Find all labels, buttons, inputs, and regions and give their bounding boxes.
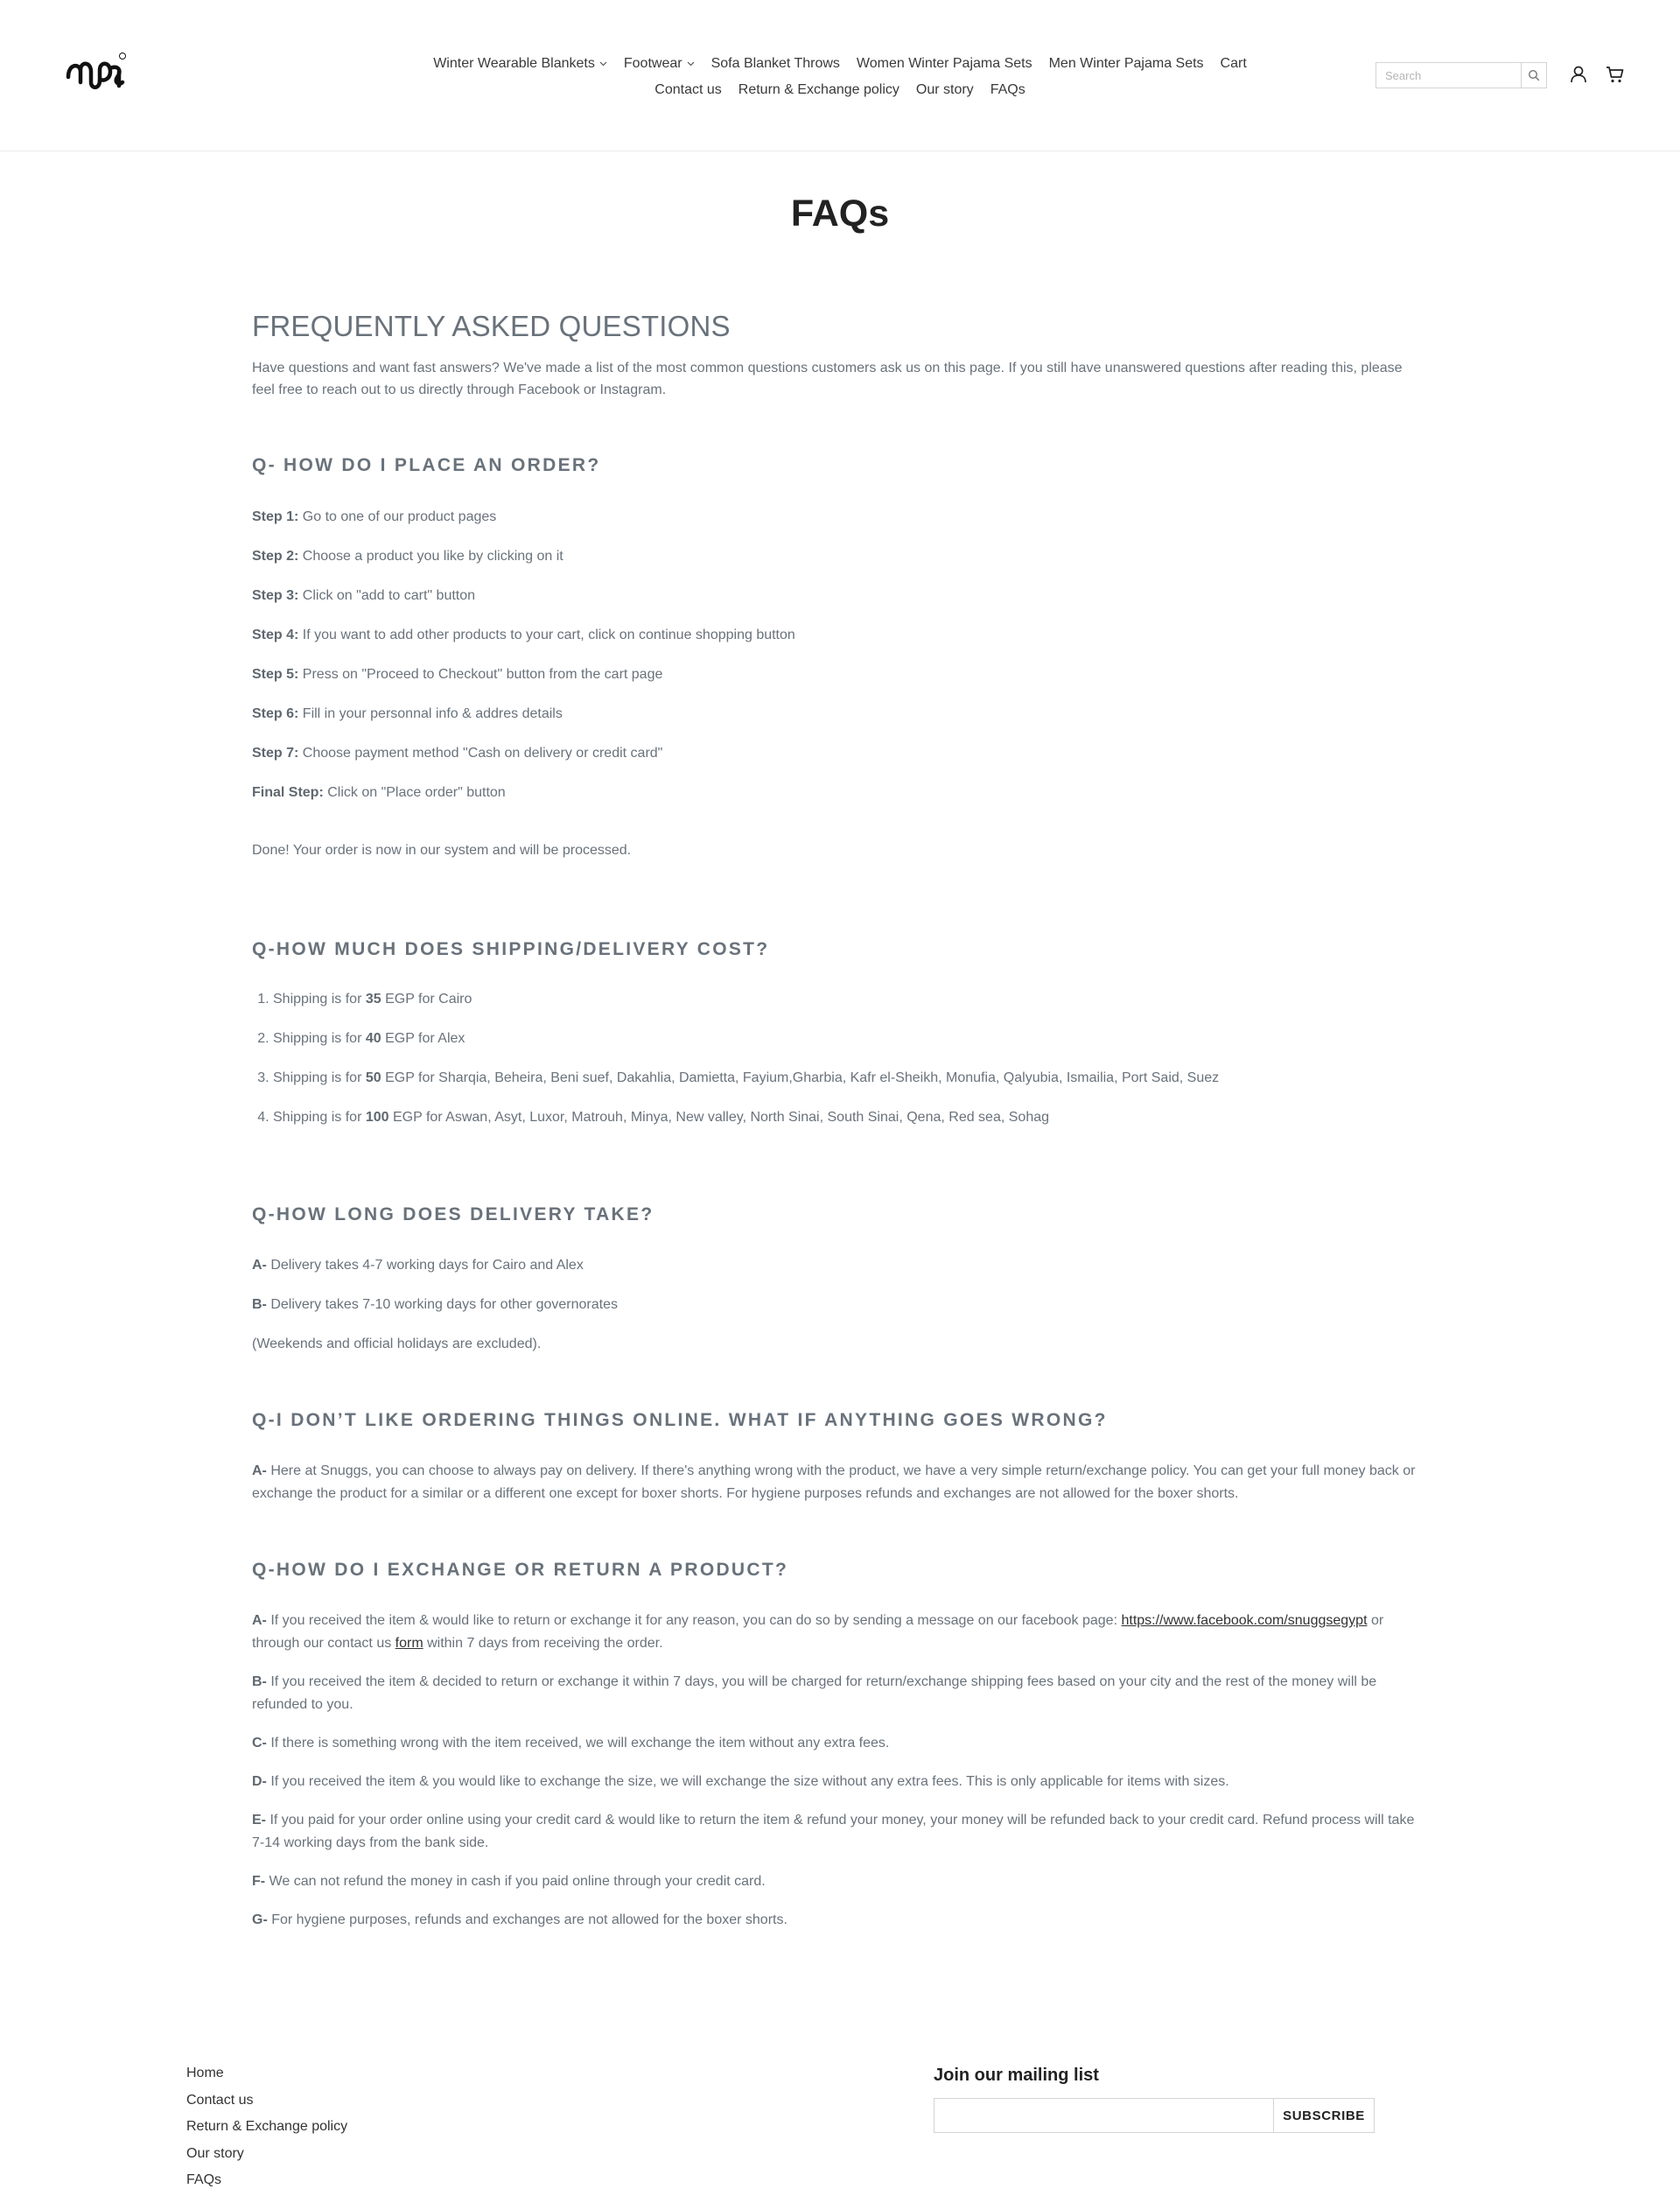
nav-row-1 [315,51,1365,77]
question-title: Q-I DON’T LIKE ORDERING THINGS ONLINE. WHAT IF ANYTHING GOES WRONG? [252,1410,1108,1430]
email-field[interactable] [934,2098,1273,2133]
nav-row-2 [315,77,1365,103]
answer-label: A- [252,1613,267,1628]
answer-item [252,1610,1424,1655]
answer-item [252,1460,1424,1505]
answer-text: If you paid for your order online using your credit card & would like to return the item & refund your money, your money will be refunded back to your credit card. Refund process will take 7-14 working days from the bank side. [252,1813,1415,1850]
faq-intro: Have questions and want fast answers? We've made a list of the most common questions customers ask us on this page. If you still have unanswered questions after reading this, please feel free to reach out to us directly through Facebook or Instagram. [252,361,1403,397]
shipping-amount: 40 [365,1031,382,1046]
shipping-text: EGP for Aswan, Asyt, Luxor, Matrouh, Minya, New valley, North Sinai, South Sinai, Qena, Red sea, Sohag [388,1110,1050,1125]
question-title: Q-HOW LONG DOES DELIVERY TAKE? [252,1204,654,1224]
nav-item-women-pajama-sets[interactable]: Women Winter Pajama Sets [856,56,1032,71]
list-item [273,1028,1424,1050]
shipping-amount: 100 [365,1110,389,1125]
answer-label: A- [252,1463,267,1478]
answer-item [252,1870,1424,1893]
cart-icon[interactable] [1605,64,1626,85]
shipping-amount: 35 [365,992,382,1007]
nav-item-sofa-blanket-throws[interactable]: Sofa Blanket Throws [710,56,840,71]
nav-item-contact-us[interactable]: Contact us [654,82,722,97]
answer-label: D- [252,1774,267,1789]
answer-label: F- [252,1874,266,1889]
list-item [273,1106,1424,1129]
delivery-note: (Weekends and official holidays are excluded). [252,1337,542,1351]
snuggs-logo-icon[interactable] [65,51,128,96]
shipping-cost-list [252,988,1424,1129]
step-text: Choose payment method "Cash on delivery or credit card" [298,746,663,761]
shipping-text: Shipping is for [273,992,366,1007]
answer-label: C- [252,1736,267,1750]
faq-content [252,310,1424,1932]
answer-text: If you received the item & decided to return or exchange it within 7 days, you will be charged for return/exchange shipping fees based on your city and the rest of the money will be refunded to you. [252,1674,1377,1712]
answer-text: or through our contact us [252,1613,1384,1651]
answer-label: B- [252,1297,267,1312]
question-title: Q-HOW MUCH DOES SHIPPING/DELIVERY COST? [252,939,770,959]
shipping-text: Shipping is for [273,1110,366,1125]
step-item [252,663,1424,686]
answer-item [252,1809,1424,1855]
shipping-text: Shipping is for [273,1031,366,1046]
search-input[interactable] [1376,62,1521,88]
nav-item-return-exchange[interactable]: Return & Exchange policy [738,82,900,97]
step-item [252,624,1424,647]
mailing-list [934,2066,1375,2133]
nav-item-footwear[interactable] [624,51,695,77]
subscribe-button[interactable]: SUBSCRIBE [1273,2098,1375,2133]
mailing-form [934,2098,1375,2133]
answer-text: within 7 days from receiving the order. [423,1636,663,1651]
step-item [252,742,1424,765]
answer-item [252,1294,1424,1316]
main-nav [315,51,1365,103]
step-text: Go to one of our product pages [298,509,497,524]
answer-item [252,1732,1424,1755]
contact-form-link[interactable]: form [395,1636,424,1651]
nav-item-label: Footwear [623,56,682,71]
step-label: Step 7: [252,746,299,761]
shipping-text: EGP for Cairo [381,992,472,1007]
question-title: Q- HOW DO I PLACE AN ORDER? [252,455,601,475]
nav-item-winter-wearable-blankets[interactable] [433,51,607,77]
nav-item-label: Winter Wearable Blankets [433,56,595,71]
step-label: Step 3: [252,588,299,603]
step-label: Step 1: [252,509,299,524]
answer-label: G- [252,1912,268,1927]
page-title: FAQs [790,193,890,235]
chevron-down-icon [687,61,695,67]
search-icon [1528,69,1540,81]
question-title: Q-HOW DO I EXCHANGE OR RETURN A PRODUCT? [252,1560,789,1580]
answer-text: For hygiene purposes, refunds and exchanges are not allowed for the boxer shorts. [267,1912,788,1927]
footer-link-return-exchange[interactable]: Return & Exchange policy [186,2119,348,2134]
answer-item [252,1909,1424,1932]
facebook-link[interactable]: https://www.facebook.com/snuggsegypt [1121,1613,1368,1628]
search-button[interactable] [1521,62,1547,88]
step-item [252,506,1424,529]
answer-text: If you received the item & would like to return or exchange it for any reason, you can do so by sending a message on our facebook page: [266,1613,1122,1628]
answer-item [252,1771,1424,1793]
site-header [0,0,1680,151]
step-text: If you want to add other products to your cart, click on continue shopping button [298,628,795,642]
step-text: Click on "add to cart" button [298,588,476,603]
mailing-list-title: Join our mailing list [934,2066,1099,2085]
shipping-text: Shipping is for [273,1070,366,1085]
step-text: Fill in your personnal info & addres details [298,706,563,721]
footer-link-contact-us[interactable]: Contact us [186,2092,254,2108]
faq-heading: FREQUENTLY ASKED QUESTIONS [252,310,731,342]
footer-link-our-story[interactable]: Our story [186,2145,244,2161]
list-item [273,1067,1424,1090]
step-item [252,545,1424,568]
answer-item [252,1254,1424,1277]
step-label: Step 5: [252,667,299,682]
answer-text: If you received the item & you would like to exchange the size, we will exchange the size without any extra fees. This is only applicable for items with sizes. [266,1774,1229,1789]
step-text: Click on "Place order" button [323,785,506,800]
answer-label: E- [252,1813,266,1828]
footer-link-faqs[interactable]: FAQs [186,2172,222,2187]
order-done-text: Done! Your order is now in our system and will be processed. [252,843,632,858]
footer-links [186,2060,347,2194]
step-label: Step 2: [252,549,299,564]
step-item [252,782,1424,804]
nav-item-men-pajama-sets[interactable]: Men Winter Pajama Sets [1048,56,1204,71]
order-steps [252,506,1424,804]
step-text: Press on "Proceed to Checkout" button from the cart page [298,667,663,682]
answer-text: We can not refund the money in cash if you paid online through your credit card. [265,1874,766,1889]
answer-label: A- [252,1258,267,1273]
step-label: Step 4: [252,628,299,642]
shipping-text: EGP for Alex [381,1031,466,1046]
shipping-amount: 50 [365,1070,382,1085]
answer-text: Delivery takes 7-10 working days for other governorates [266,1297,618,1312]
account-icon[interactable] [1568,64,1589,85]
answer-text: Here at Snuggs, you can choose to always pay on delivery. If there's anything wrong with the product, we have a very simple return/exchange policy. You can get your full money back or exchange the product for a similar or a different one except for boxer shorts. For hygiene purposes refunds and exchanges are not allowed for the boxer shorts. [252,1463,1416,1501]
nav-item-faqs[interactable]: FAQs [990,82,1026,97]
chevron-down-icon [599,61,607,67]
answer-label: B- [252,1674,267,1689]
answer-text: Delivery takes 4-7 working days for Cairo and Alex [266,1258,584,1273]
shipping-text: EGP for Sharqia, Beheira, Beni suef, Dakahlia, Damietta, Fayium,Gharbia, Kafr el-Sheikh, Monufia, Qalyubia, Ismailia, Port Said, Suez [381,1070,1220,1085]
step-text: Choose a product you like by clicking on it [298,549,564,564]
step-item [252,585,1424,607]
step-label: Step 6: [252,706,299,721]
list-item [273,988,1424,1011]
nav-item-our-story[interactable]: Our story [915,82,974,97]
answer-item [252,1671,1424,1716]
nav-item-cart[interactable]: Cart [1220,56,1247,71]
answer-text: If there is something wrong with the item received, we will exchange the item without any extra fees. [266,1736,890,1750]
search-form [1376,62,1547,88]
footer-link-home[interactable]: Home [186,2066,224,2080]
step-label: Final Step: [252,785,324,800]
step-item [252,703,1424,726]
